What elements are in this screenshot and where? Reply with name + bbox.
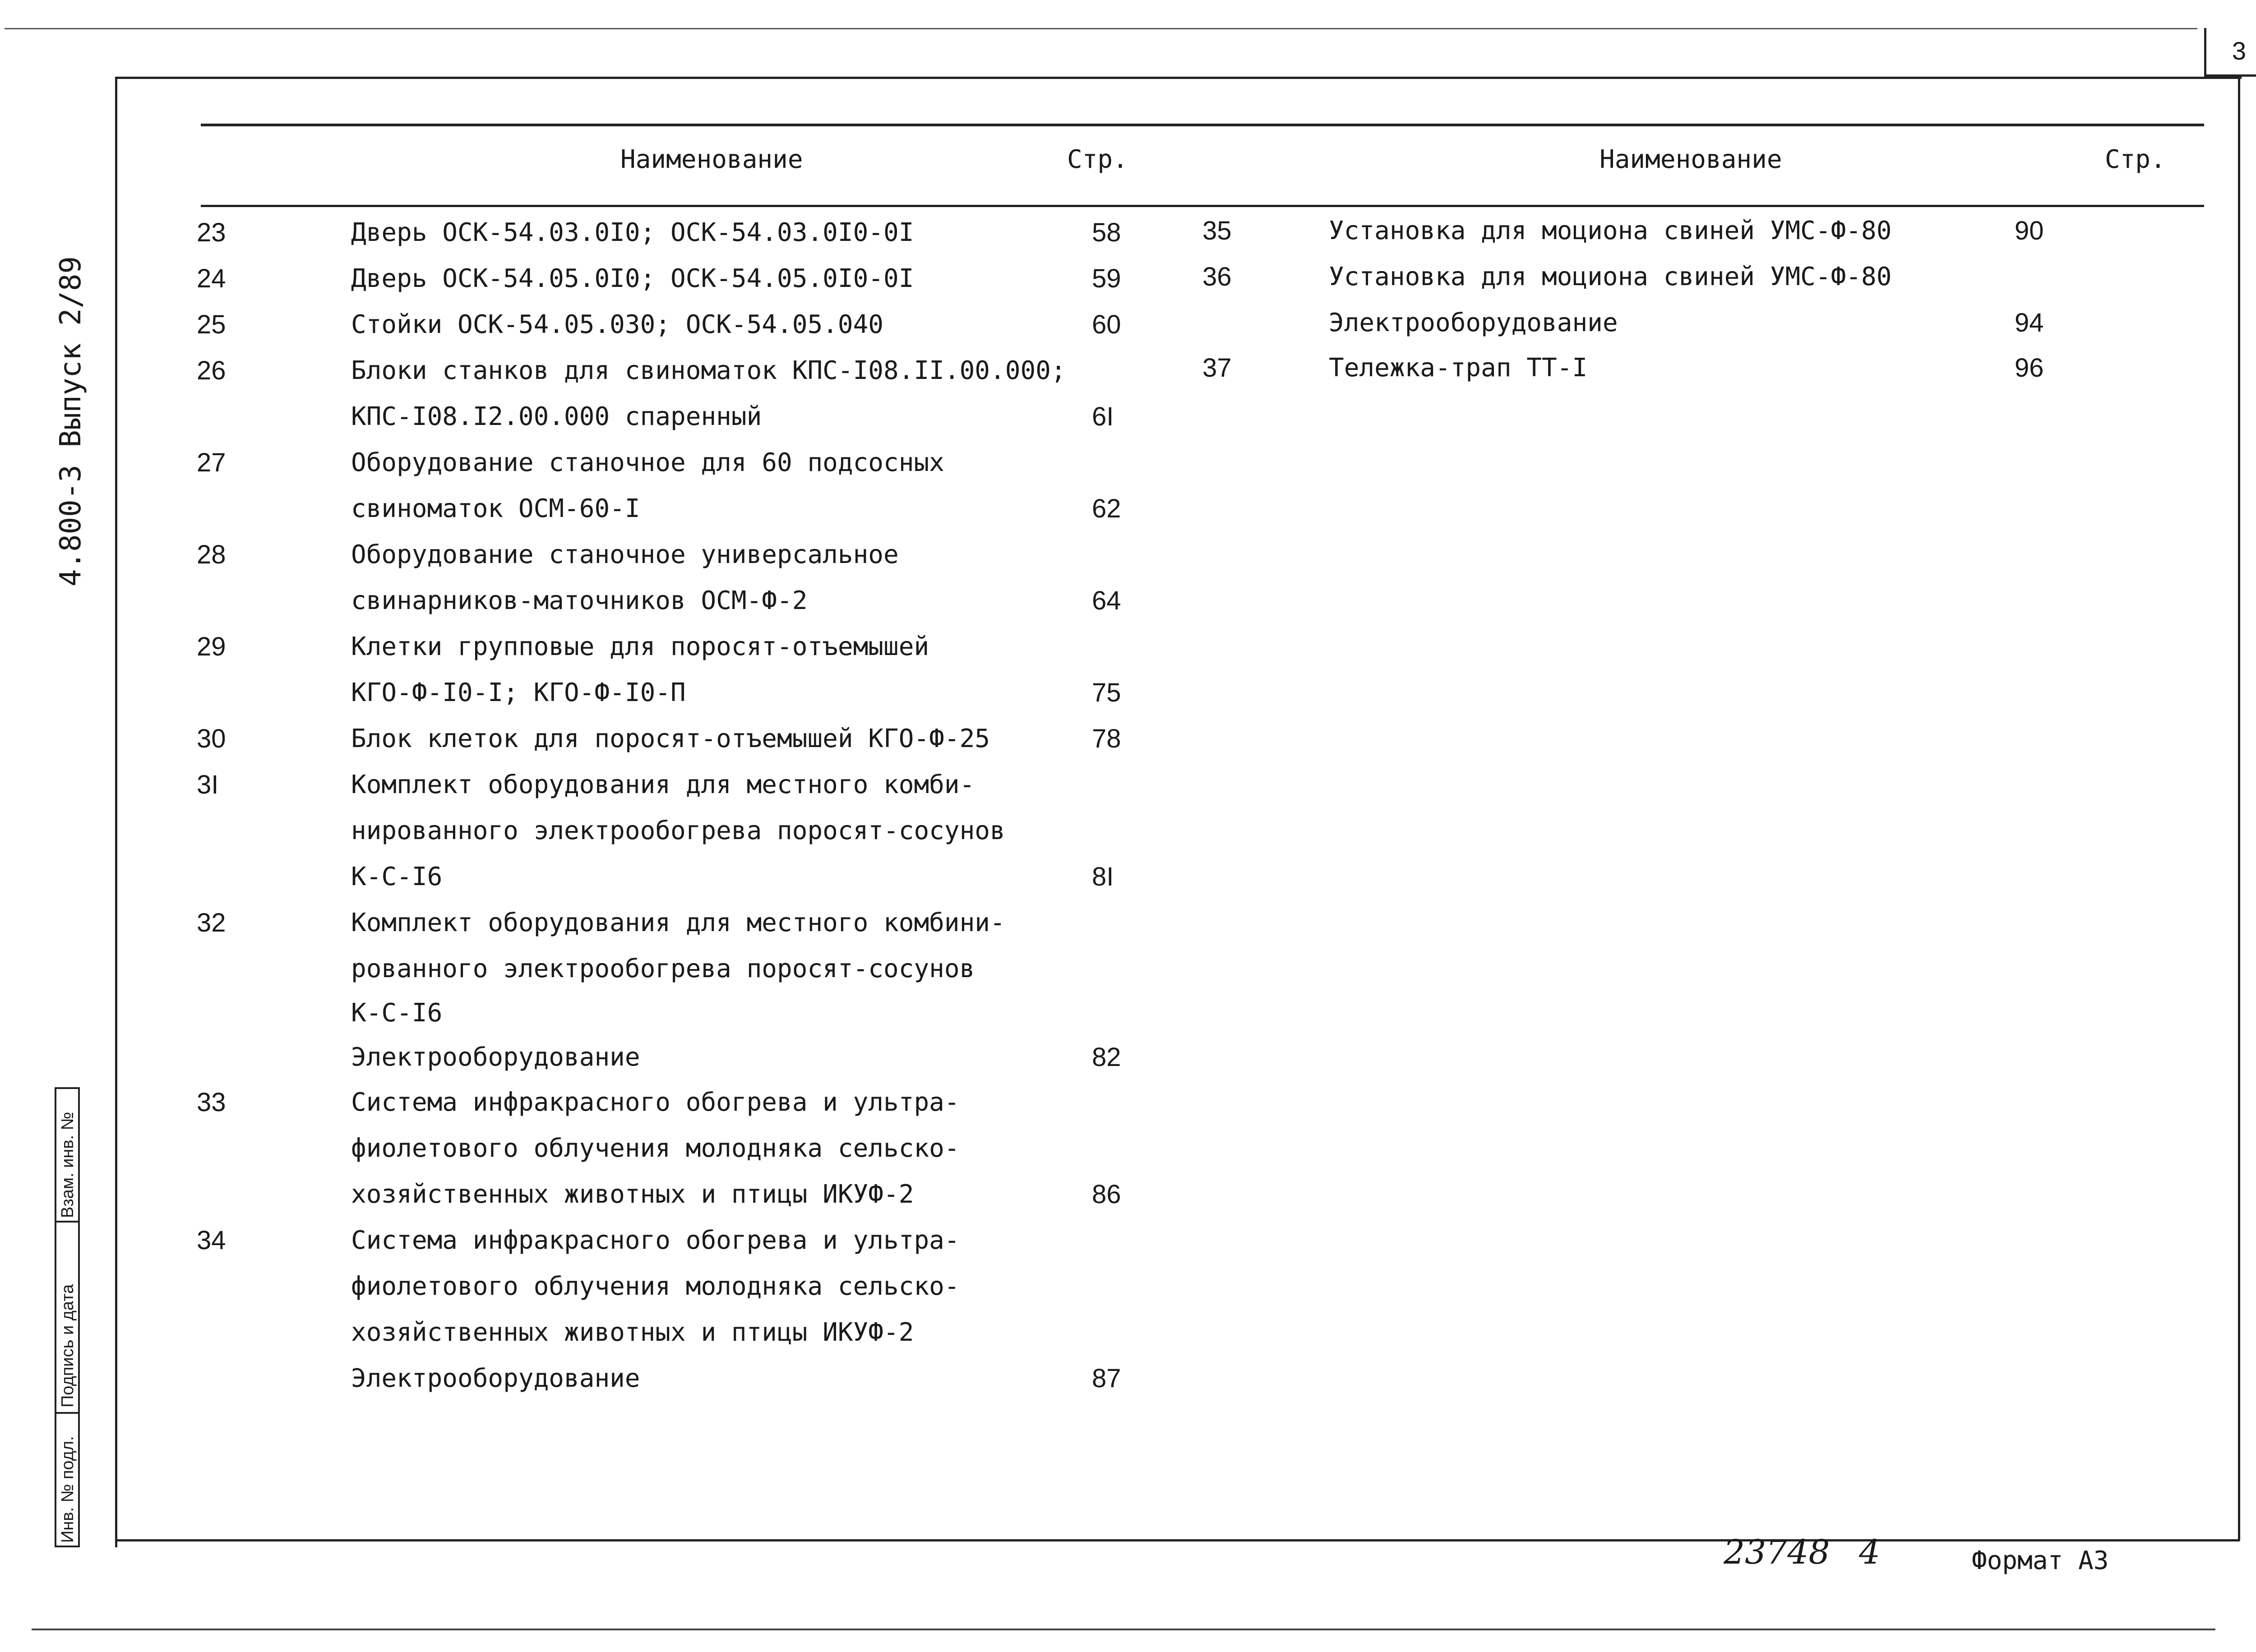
row-number: 34	[197, 1226, 226, 1255]
frame-top-line	[116, 77, 2242, 79]
row-page: 86	[1092, 1180, 1121, 1209]
row-page: 59	[1092, 264, 1121, 293]
row-title-line: фиолетового облучения молодняка сельско-	[351, 1272, 960, 1301]
row-number: 35	[1202, 216, 1232, 245]
frame-bottom-line	[116, 1539, 2240, 1541]
table-header-top-line	[201, 124, 2204, 126]
row-page: 62	[1092, 494, 1121, 523]
row-page: 58	[1092, 218, 1121, 247]
row-title-line: свиноматок ОСМ-60-I	[351, 494, 640, 523]
row-title-line: Оборудование станочное универсальное	[351, 540, 899, 569]
row-number: 37	[1202, 353, 1232, 383]
frame-right-line	[2238, 77, 2240, 1541]
row-number: 23	[197, 218, 226, 247]
row-title-line: фиолетового облучения молодняка сельско-	[351, 1134, 960, 1163]
row-title-line: Оборудование станочное для 60 подсосных	[351, 448, 944, 477]
frame-left-line	[115, 77, 117, 1547]
row-title-line: Блок клеток для поросят-отъемышей КГО-Ф-25	[351, 724, 990, 753]
row-page: 8I	[1092, 862, 1114, 891]
row-page: 90	[2015, 216, 2044, 245]
row-title-line: хозяйственных животных и птицы ИКУФ-2	[351, 1180, 914, 1209]
stamp-signature-date-label: Подпись и дата	[58, 1284, 77, 1407]
row-title-line: КГО-Ф-I0-I; КГО-Ф-I0-П	[351, 678, 686, 707]
row-title-line: Блоки станков для свиноматок КПС-I08.II.00.000;	[351, 356, 1066, 385]
row-title-line: рованного электрообогрева поросят-сосунов	[351, 954, 975, 983]
sheet-number-box	[2204, 28, 2256, 77]
row-title-line: Комплект оборудования для местного комбини-	[351, 908, 1005, 937]
row-title-line: Дверь ОСК-54.03.0I0; ОСК-54.03.0I0-0I	[351, 218, 914, 247]
row-title-line: Электрооборудование	[351, 1364, 640, 1393]
row-title-line: К-С-I6	[351, 998, 443, 1028]
row-title-line: Стойки ОСК-54.05.030; ОСК-54.05.040	[351, 310, 884, 339]
row-number: 33	[197, 1088, 226, 1117]
row-page: 94	[2015, 308, 2044, 337]
row-title-line: нированного электрообогрева поросят-сосунов	[351, 816, 1005, 845]
row-title-line: Комплект оборудования для местного комби-	[351, 770, 975, 799]
row-title-line: КПС-I08.I2.00.000 спаренный	[351, 402, 762, 431]
row-page: 78	[1092, 724, 1121, 753]
page-top-line	[5, 28, 2197, 29]
row-page: 60	[1092, 310, 1121, 339]
row-title-line: Тележка-трап ТТ-I	[1329, 353, 1588, 383]
row-title-line: Установка для моциона свиней УМС-Ф-80	[1329, 216, 1892, 245]
row-title-line: Электрооборудование	[1329, 308, 1618, 337]
page-bottom-line	[32, 1629, 2215, 1630]
row-title-line: Дверь ОСК-54.05.0I0; ОСК-54.05.0I0-0I	[351, 264, 914, 293]
row-title-line: Клетки групповые для поросят-отъемышей	[351, 632, 929, 661]
row-number: 24	[197, 264, 226, 293]
row-number: 29	[197, 632, 226, 661]
stamp-original-inv-label: Инв. № подл.	[58, 1436, 77, 1543]
header-page-left: Стр.	[1067, 145, 1128, 174]
document-code-label: 4.800-3 Выпуск 2/89	[54, 256, 88, 586]
row-title-line: Электрооборудование	[351, 1043, 640, 1072]
row-number: 27	[197, 448, 226, 477]
row-number: 28	[197, 540, 226, 569]
row-number: 36	[1202, 262, 1232, 291]
row-number: 32	[197, 908, 226, 937]
row-number: 25	[197, 310, 226, 339]
row-title-line: хозяйственных животных и птицы ИКУФ-2	[351, 1318, 914, 1347]
handwritten-sheet-number: 4	[1859, 1533, 1881, 1572]
header-name-left: Наименование	[620, 145, 803, 174]
header-page-right: Стр.	[2105, 145, 2166, 174]
header-name-right: Наименование	[1600, 145, 1782, 174]
sheet-number: 3	[2232, 37, 2247, 65]
row-title-line: Система инфракрасного обогрева и ультра-	[351, 1226, 960, 1255]
row-number: 26	[197, 356, 226, 385]
row-number: 3I	[197, 770, 219, 799]
format-label: Формат А3	[1972, 1546, 2109, 1575]
row-title-line: свинарников-маточников ОСМ-Ф-2	[351, 586, 808, 615]
row-page: 6I	[1092, 402, 1114, 431]
table-header-bottom-line	[201, 205, 2204, 207]
row-page: 87	[1092, 1364, 1121, 1393]
row-number: 30	[197, 724, 226, 753]
handwritten-inventory-number: 23748	[1724, 1533, 1830, 1572]
row-page: 96	[2015, 353, 2044, 383]
stamp-replaced-inv-label: Взам. инв. №	[58, 1112, 77, 1218]
row-title-line: Установка для моциона свиней УМС-Ф-80	[1329, 262, 1892, 291]
row-title-line: К-С-I6	[351, 862, 443, 891]
row-title-line: Система инфракрасного обогрева и ультра-	[351, 1088, 960, 1117]
row-page: 75	[1092, 678, 1121, 707]
row-page: 64	[1092, 586, 1121, 615]
row-page: 82	[1092, 1043, 1121, 1072]
